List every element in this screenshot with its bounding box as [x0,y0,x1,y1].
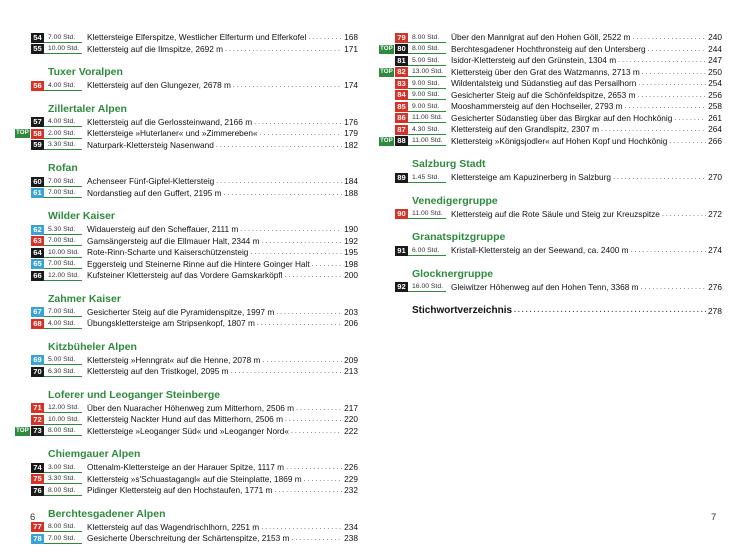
duration: 5.30 Std. [44,225,82,235]
duration: 13.00 Std. [408,67,446,77]
duration: 4.00 Std. [44,319,82,329]
leader-dots [631,245,707,257]
top-slot [378,45,394,54]
duration: 10.00 Std. [44,415,82,425]
route-title: Eggersteig und Steinerne Rinne auf die Hintere Goinger Halt [87,258,310,269]
route-number: 74 [31,463,44,473]
duration: 8.00 Std. [44,426,82,436]
toc-entry[interactable] [14,188,358,200]
toc-section [14,210,358,282]
leader-dots [291,426,342,438]
route-number: 68 [31,319,44,329]
duration: 7.00 Std. [44,259,82,269]
route-title: Klettersteig Nackter Hund auf das Mitterhorn, 2506 m [87,414,283,424]
page-ref: 270 [708,172,722,182]
page-ref: 203 [344,306,358,317]
toc-entry[interactable] [14,426,358,438]
toc-entry[interactable] [14,522,358,534]
route-title: Klettersteig »Königsjodler« auf Hohen Kopf und Hochkönig [451,135,668,146]
page-ref: 238 [344,533,358,543]
leader-dots [254,117,342,129]
leader-dots [642,67,706,79]
route-title: Widauersteig auf den Scheffauer, 2111 m [87,224,239,234]
duration: 4.00 Std. [44,81,82,91]
route-title: Mooshammersteig auf den Hochseiler, 2793 m [451,101,623,111]
toc-section [14,341,358,378]
page-ref: 256 [708,89,722,100]
section-title: Zillertaler Alpen [48,102,127,115]
route-number: 54 [31,33,44,43]
route-number: 55 [31,44,44,54]
route-number: 71 [31,403,44,413]
route-number: 91 [395,246,408,256]
route-number: 75 [31,474,44,484]
route-number: 65 [31,259,44,269]
route-number: 85 [395,102,408,112]
page-ref: 261 [708,112,722,123]
section-title: Glocknergruppe [412,267,494,280]
leader-dots [216,140,342,152]
page-number-right: 7 [711,512,717,523]
toc-section [14,389,358,438]
page-ref: 184 [344,176,358,186]
duration: 7.00 Std. [44,177,82,187]
toc-entry[interactable] [378,113,722,125]
leader-dots [225,44,342,56]
page-ref: 234 [344,521,358,532]
toc-left-column [14,32,358,556]
route-title: Klettersteig »Henngrat« auf die Henne, 2078 m [87,354,261,365]
route-title: Pidinger Klettersteig auf den Hochstaufen, 1771 m [87,485,273,495]
route-title: Gesicherter Steig auf die Pyramidenspitze, 1997 m [87,306,275,317]
leader-dots [514,307,706,314]
top-slot [378,137,394,146]
page-ref: 168 [344,32,358,42]
top-slot [14,427,30,436]
toc-entry[interactable] [378,44,722,56]
page-ref: 274 [708,245,722,255]
duration: 4.00 Std. [44,117,82,127]
duration: 5.00 Std. [44,355,82,365]
page-ref: 195 [344,247,358,257]
route-number: 79 [395,33,408,43]
page-ref: 226 [344,462,358,472]
section-title: Zahmer Kaiser [48,292,121,305]
top-badge: TOP [380,137,393,144]
page-ref: 220 [344,414,358,424]
route-title: Klettersteige am Kapuzinerberg in Salzburg [451,172,612,182]
duration: 3.30 Std. [44,140,82,150]
section-title: Berchtesgadener Alpen [48,507,166,520]
leader-dots [296,403,342,415]
page-ref: 206 [344,318,358,328]
leader-dots [632,32,706,44]
route-title: Klettersteig auf den Tristkogel, 2095 m [87,366,229,376]
route-title: Über den Mannlgrat auf den Hohen Göll, 2522 m [451,32,631,42]
leader-dots [613,172,706,184]
route-title: Kristall-Klettersteig an der Seewand, ca. 2400 m [451,245,629,255]
route-title: Isidor-Klettersteig auf den Grünstein, 1304 m [451,55,617,65]
toc-section [14,32,358,55]
section-title: Rofan [48,162,78,174]
duration: 10.00 Std. [44,44,82,54]
route-number: 87 [395,125,408,135]
toc-entry[interactable] [14,318,358,330]
route-number: 90 [395,209,408,219]
leader-dots [231,366,343,378]
page-ref: 188 [344,187,358,198]
duration: 5.00 Std. [408,56,446,66]
toc-entry[interactable] [378,32,722,44]
toc-entry[interactable] [14,485,358,497]
section-title: Venedigergruppe [412,194,498,207]
leader-dots [669,136,706,148]
toc-entry[interactable] [378,90,722,102]
index-label: Stichwortverzeichnis [412,305,513,316]
route-number: 64 [31,248,44,258]
route-title: Klettersteig auf die Ilmspitze, 2692 m [87,43,224,54]
leader-dots [276,307,342,319]
page-ref: 190 [344,224,358,234]
route-number: 80 [395,44,408,54]
page-ref: 209 [344,354,358,365]
route-title: Wildentalsteig und Südanstieg auf das Persailhorn [451,78,637,88]
page-ref: 254 [708,78,722,88]
toc-entry[interactable] [14,307,358,319]
toc-entry[interactable] [14,236,358,248]
toc-section [378,195,722,221]
top-slot [14,129,30,138]
toc-entry[interactable] [14,414,358,426]
toc-entry[interactable] [378,67,722,79]
route-number: 73 [31,426,44,436]
duration: 9.00 Std. [408,90,446,100]
route-number: 59 [31,140,44,150]
toc-entry[interactable] [14,44,358,56]
toc-entry[interactable] [378,136,722,148]
toc-section [14,293,358,330]
route-number: 86 [395,113,408,123]
route-number: 70 [31,367,44,377]
leader-dots [637,90,706,102]
toc-section [14,508,358,545]
page-ref: 179 [344,128,358,138]
route-number: 56 [31,81,44,91]
leader-dots [648,44,707,56]
top-badge: TOP [380,45,393,52]
page-number-left: 6 [30,512,36,523]
route-number: 67 [31,307,44,317]
duration: 11.00 Std. [408,136,446,146]
index-entry[interactable] [412,304,722,317]
toc-entry[interactable] [14,224,358,236]
toc-entry[interactable] [14,128,358,140]
route-title: Klettersteige »Leoganger Süd« und »Leoganger Nord« [87,425,290,436]
duration: 9.00 Std. [408,102,446,112]
duration: 9.00 Std. [408,79,446,89]
duration: 8.00 Std. [44,522,82,532]
route-title: Achenseer Fünf-Gipfel-Klettersteig [87,176,215,186]
page-ref: 229 [344,473,358,484]
page-ref: 192 [344,235,358,246]
route-number: 61 [31,188,44,198]
toc-section [14,448,358,497]
route-title: Über den Nuaracher Höhenweg zum Mitterhorn, 2506 m [87,402,295,413]
duration: 3.00 Std. [44,463,82,473]
route-number: 72 [31,415,44,425]
route-title: Übungsklettersteige am Stripsenkopf, 1807 m [87,318,255,328]
toc-entry[interactable] [378,209,722,221]
leader-dots [312,259,342,271]
toc-entry[interactable] [14,366,358,378]
leader-dots [233,80,342,92]
toc-entry[interactable] [14,176,358,188]
leader-dots [261,236,342,248]
route-title: Klettersteig auf den Glungezer, 2678 m [87,80,231,90]
toc-section [378,231,722,257]
section-title: Granatspitzgruppe [412,231,506,243]
toc-entry[interactable] [378,282,722,294]
leader-dots [285,414,342,426]
section-title: Loferer und Leoganger Steinberge [48,388,221,401]
toc-entry[interactable] [378,245,722,257]
route-title: Klettersteig auf die Gerlossteinwand, 2166 m [87,116,253,127]
toc-section [378,158,722,184]
page-ref: 200 [344,270,358,280]
toc-entry[interactable] [378,172,722,184]
leader-dots [216,176,342,188]
route-title: Klettersteige Elferspitze, Westlicher Elferturm und Elferkofel [87,32,307,42]
duration: 7.00 Std. [44,534,82,544]
leader-dots [308,32,342,44]
toc-section [14,66,358,92]
duration: 8.00 Std. [408,33,446,43]
page-ref: 266 [708,135,722,146]
route-number: 63 [31,236,44,246]
section-title: Tuxer Voralpen [48,66,123,78]
route-title: Gesicherte Überschreitung der Schärtenspitze, 2153 m [87,533,290,543]
section-title: Wilder Kaiser [48,210,116,222]
duration: 12.00 Std. [44,403,82,413]
page-ref: 217 [344,402,358,413]
duration: 4.30 Std. [408,125,446,135]
leader-dots [274,485,342,497]
route-number: 81 [395,56,408,66]
duration: 7.00 Std. [44,33,82,43]
route-title: Rote-Rinn-Scharte und Kaiserschützensteig [87,247,249,257]
toc-section [378,32,722,147]
top-badge: TOP [16,427,29,434]
page-ref: 264 [708,124,722,134]
leader-dots [257,318,342,330]
page-ref: 222 [344,425,358,436]
leader-dots [601,124,706,136]
duration: 10.00 Std. [44,248,82,258]
toc-right-sections [378,32,722,293]
page-ref: 247 [708,55,722,65]
route-number: 58 [31,129,44,139]
duration: 12.00 Std. [44,271,82,281]
page-ref: 174 [344,80,358,90]
toc-entry[interactable] [14,80,358,92]
toc-entry[interactable] [14,259,358,271]
leader-dots [260,128,343,140]
toc-section [14,103,358,152]
leader-dots [674,113,706,125]
leader-dots [662,209,706,221]
route-title: Klettersteig »s'Schuastagangl« auf die Steinplatte, 1869 m [87,473,302,484]
route-title: Naturpark-Klettersteig Nasenwand [87,139,214,150]
leader-dots [240,224,342,236]
duration: 1.45 Std. [408,173,446,183]
leader-dots [304,474,342,486]
route-title: Gamsängersteig auf die Ellmauer Halt, 2344 m [87,235,260,246]
toc-entry[interactable] [14,140,358,152]
index-page: 278 [707,305,722,316]
route-title: Gesicherter Steig auf die Schönfeldspitze, 2653 m [451,89,636,100]
toc-entry[interactable] [14,117,358,129]
route-title: Kufsteiner Klettersteig auf das Vordere Gamskarköpfl [87,270,283,280]
route-title: Ottenalm-Klettersteige an der Harauer Spitze, 1117 m [87,462,285,472]
route-number: 82 [395,67,408,77]
section-title: Chiemgauer Alpen [48,448,141,460]
toc-entry[interactable] [378,78,722,90]
route-number: 60 [31,177,44,187]
page-ref: 182 [344,139,358,150]
route-number: 69 [31,355,44,365]
route-title: Nordanstieg auf den Guffert, 2195 m [87,187,222,198]
route-title: Klettersteig auf den Grandlspitz, 2307 m [451,124,600,134]
duration: 11.00 Std. [408,113,446,123]
toc-entry[interactable] [14,403,358,415]
toc-section [14,162,358,199]
toc-entry[interactable] [14,247,358,259]
duration: 7.00 Std. [44,188,82,198]
route-title: Klettersteig auf die Rote Säule und Steig zur Kreuzspitze [451,208,660,219]
route-title: Gleiwitzer Höhenweg auf den Hohen Tenn, 3368 m [451,281,639,292]
page-ref: 244 [708,43,722,54]
route-title: Klettersteig auf das Wagendrischlhorn, 2251 m [87,521,260,532]
duration: 3.30 Std. [44,474,82,484]
route-number: 66 [31,271,44,281]
section-title: Kitzbüheler Alpen [48,340,137,353]
route-title: Berchtesgadener Hochthronsteig auf den Untersberg [451,43,646,54]
toc-entry[interactable] [14,32,358,44]
toc-entry[interactable] [378,55,722,67]
page-ref: 171 [344,43,358,54]
route-number: 84 [395,90,408,100]
top-slot [378,68,394,77]
route-number: 76 [31,486,44,496]
route-title: Gesicherter Südanstieg über das Birgkar auf den Hochkönig [451,112,673,123]
leader-dots [638,78,706,90]
route-number: 92 [395,282,408,292]
page-ref: 240 [708,32,722,42]
route-title: Klettersteig über den Grat des Watzmanns, 2713 m [451,66,640,77]
leader-dots [224,188,343,200]
duration: 6.00 Std. [408,246,446,256]
duration: 16.00 Std. [408,282,446,292]
route-number: 83 [395,79,408,89]
leader-dots [285,270,343,282]
route-number: 88 [395,136,408,146]
leader-dots [261,522,342,534]
toc-entry[interactable] [14,355,358,367]
leader-dots [250,247,342,259]
route-title: Klettersteige »Huterlaner« und »Zimmereben« [87,128,258,138]
leader-dots [625,101,707,113]
duration: 6.30 Std. [44,367,82,377]
duration: 11.00 Std. [408,209,446,219]
page-ref: 198 [344,258,358,269]
toc-entry[interactable] [14,462,358,474]
top-badge: TOP [16,130,29,137]
route-number: 62 [31,225,44,235]
page-ref: 272 [708,208,722,219]
toc-entry[interactable] [14,270,358,282]
duration: 8.00 Std. [44,486,82,496]
duration: 8.00 Std. [408,44,446,54]
duration: 7.00 Std. [44,307,82,317]
page-ref: 213 [344,366,358,376]
page-ref: 232 [344,485,358,495]
page-ref: 250 [708,66,722,77]
leader-dots [286,462,342,474]
route-number: 78 [31,534,44,544]
duration: 2.00 Std. [44,129,82,139]
top-badge: TOP [380,68,393,75]
leader-dots [641,282,707,294]
toc-section [378,268,722,294]
toc-entry[interactable] [14,474,358,486]
route-number: 89 [395,173,408,183]
route-number: 77 [31,522,44,532]
page-ref: 258 [708,101,722,111]
route-number: 57 [31,117,44,127]
duration: 7.00 Std. [44,236,82,246]
section-title: Salzburg Stadt [412,158,486,170]
toc-entry[interactable] [378,101,722,113]
leader-dots [618,55,706,67]
leader-dots [262,355,342,367]
toc-right-column [378,32,722,317]
page-ref: 176 [344,116,358,127]
toc-entry[interactable] [378,124,722,136]
page-ref: 276 [708,281,722,292]
